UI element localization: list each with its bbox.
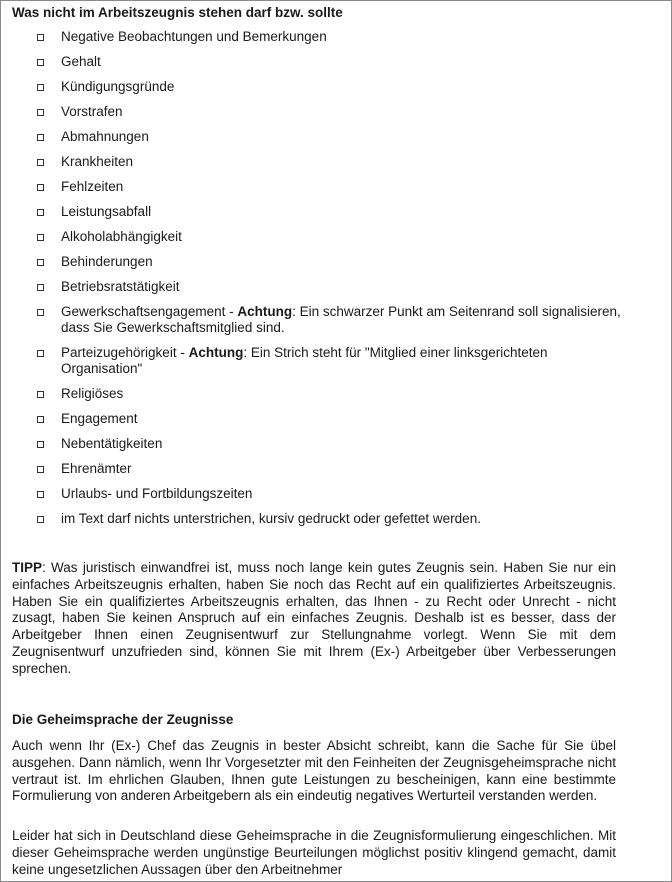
item-prefix: Parteizugehörigkeit - bbox=[61, 345, 189, 360]
square-bullet-icon bbox=[37, 259, 44, 266]
square-bullet-icon bbox=[37, 109, 44, 116]
warning-label: Achtung bbox=[237, 304, 293, 319]
list-item bbox=[1, 179, 661, 195]
list-item-text: Vorstrafen bbox=[61, 104, 123, 119]
list-item bbox=[1, 386, 661, 402]
list-item-text: Negative Beobachtungen und Bemerkungen bbox=[61, 29, 327, 44]
square-bullet-icon bbox=[37, 159, 44, 166]
square-bullet-icon bbox=[37, 84, 44, 91]
list-item-text: im Text darf nichts unterstrichen, kursiv gedruckt oder gefettet werden. bbox=[61, 511, 481, 526]
list-item bbox=[1, 304, 661, 336]
list-item bbox=[1, 486, 661, 502]
list-item-text: Alkoholabhängigkeit bbox=[61, 229, 182, 244]
tip-label: TIPP bbox=[12, 560, 43, 575]
list-item-text: Betriebsratstätigkeit bbox=[61, 279, 180, 294]
list-item bbox=[1, 104, 661, 120]
list-item-text: Fehlzeiten bbox=[61, 179, 124, 194]
tip-paragraph bbox=[12, 560, 616, 678]
square-bullet-icon bbox=[37, 516, 44, 523]
list-item-text: Nebentätigkeiten bbox=[61, 436, 163, 451]
list-item bbox=[1, 279, 661, 295]
square-bullet-icon bbox=[37, 466, 44, 473]
square-bullet-icon bbox=[37, 284, 44, 291]
square-bullet-icon bbox=[37, 134, 44, 141]
list-item-text: Behinderungen bbox=[61, 254, 153, 269]
square-bullet-icon bbox=[37, 34, 44, 41]
list-item-text: Kündigungsgründe bbox=[61, 79, 175, 94]
square-bullet-icon bbox=[37, 391, 44, 398]
square-bullet-icon bbox=[37, 209, 44, 216]
square-bullet-icon bbox=[37, 309, 44, 316]
list-item-text bbox=[61, 345, 621, 377]
list-item-text: Krankheiten bbox=[61, 154, 134, 169]
list-item bbox=[1, 254, 661, 270]
square-bullet-icon bbox=[37, 350, 44, 357]
body-paragraph: Leider hat sich in Deutschland diese Geheimsprache in die Zeugnisformulierung eingeschlichen. Mit dieser Geheimsprache werden ungünstige Beurteilungen möglichst positiv klingend gemacht, damit keine ungesetzlichen Aussagen über den Arbeitnehmer bbox=[12, 828, 616, 877]
list-item-text: Urlaubs- und Fortbildungszeiten bbox=[61, 486, 253, 501]
list-item-text: Leistungsabfall bbox=[61, 204, 152, 219]
list-item bbox=[1, 511, 661, 527]
list-item-text: Abmahnungen bbox=[61, 129, 149, 144]
list-item bbox=[1, 345, 661, 377]
square-bullet-icon bbox=[37, 491, 44, 498]
list-item-text: Ehrenämter bbox=[61, 461, 132, 476]
list-item bbox=[1, 29, 661, 45]
list-item-text bbox=[61, 304, 621, 336]
item-suffix: : Ein Strich steht für "Mitglied einer linksgerichteten Organisation" bbox=[61, 345, 548, 376]
list-item bbox=[1, 229, 661, 245]
list-item bbox=[1, 204, 661, 220]
list-item bbox=[1, 79, 661, 95]
list-item bbox=[1, 436, 661, 452]
body-paragraph: Auch wenn Ihr (Ex-) Chef das Zeugnis in bester Absicht schreibt, kann die Sache für Sie übel ausgehen. Dann nämlich, wenn Ihr Vorgesetzter mit den Feinheiten der Zeugnisgeheimsprache nicht vertraut ist. Im ehrlichen Glauben, Ihnen gute Leistungen zu bescheinigen, kann eine bestimmte Formulierung von anderen Arbeitgebern als ein eindeutig negatives Werturteil verstanden werden. bbox=[12, 738, 616, 804]
list-item-text: Religiöses bbox=[61, 386, 124, 401]
tip-text: : Was juristisch einwandfrei ist, muss noch lange kein gutes Zeugnis sein. Haben Sie nur ein einfaches Arbeitszeugnis erhalten, haben Sie noch das Recht auf ein qualifiziertes Arbeitszeugnis. Haben Sie ein qualifiziertes Arbeitszeugnis erhalten, das Ihnen - zu Recht oder Unrecht - nicht zusagt, haben Sie keinen Anspruch auf ein einfaches Zeugnis. Deshalb ist es besser, dass der Arbeitgeber Ihnen einen Zeugnisentwurf zur Stellungnahme vorlegt. Wenn Sie mit dem Zeugnisentwurf unzufrieden sind, können Sie mit Ihrem (Ex-) Arbeitgeber über Verbesserungen sprechen. bbox=[12, 560, 616, 676]
list-item bbox=[1, 129, 661, 145]
square-bullet-icon bbox=[37, 59, 44, 66]
section-title-secret-language: Die Geheimsprache der Zeugnisse bbox=[12, 712, 234, 727]
section-title-forbidden-content: Was nicht im Arbeitszeugnis stehen darf bzw. sollte bbox=[12, 5, 343, 20]
list-item bbox=[1, 411, 661, 427]
list-item bbox=[1, 154, 661, 170]
list-item bbox=[1, 461, 661, 477]
square-bullet-icon bbox=[37, 234, 44, 241]
warning-label: Achtung bbox=[188, 345, 244, 360]
list-item bbox=[1, 54, 661, 70]
item-suffix: : Ein schwarzer Punkt am Seitenrand soll signalisieren, dass Sie Gewerkschaftsmitglied sind. bbox=[61, 304, 621, 335]
list-item-text: Engagement bbox=[61, 411, 138, 426]
square-bullet-icon bbox=[37, 416, 44, 423]
list-item-text: Gehalt bbox=[61, 54, 101, 69]
square-bullet-icon bbox=[37, 441, 44, 448]
forbidden-content-list bbox=[1, 29, 661, 536]
square-bullet-icon bbox=[37, 184, 44, 191]
item-prefix: Gewerkschaftsengagement - bbox=[61, 304, 238, 319]
